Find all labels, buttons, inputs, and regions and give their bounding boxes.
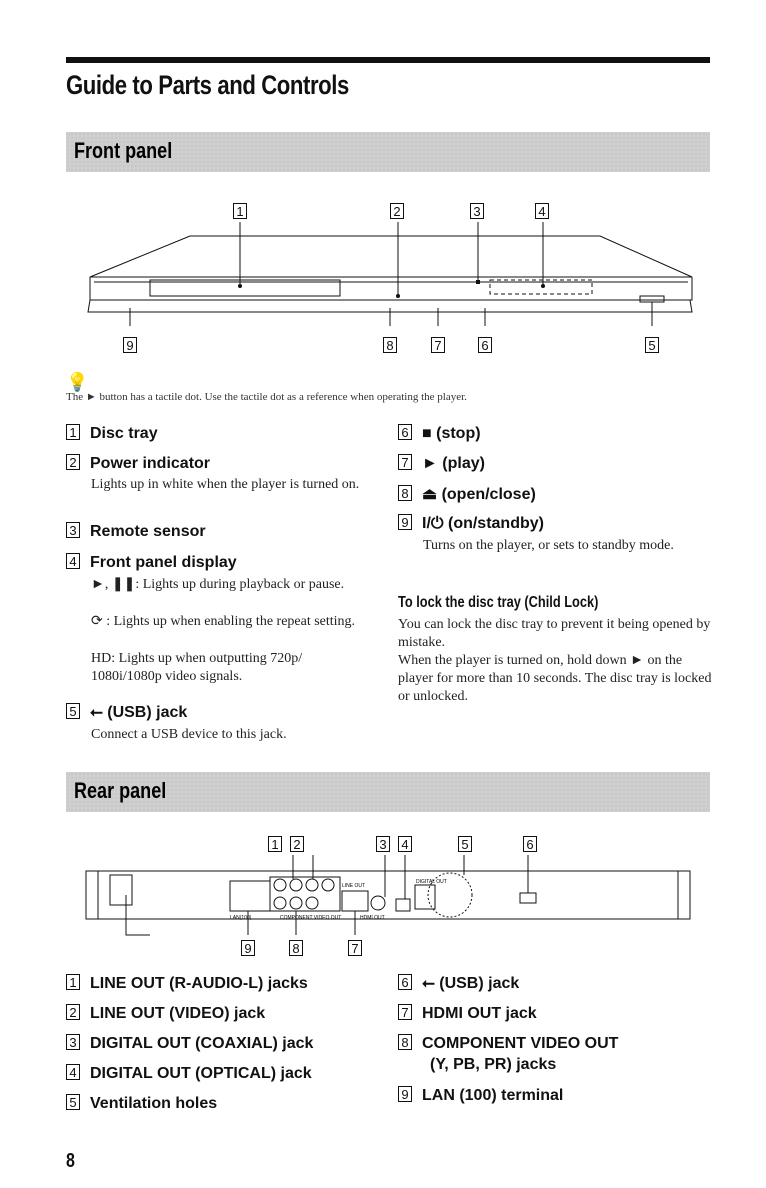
- front-callout-5: 5: [645, 337, 659, 355]
- page-title: Guide to Parts and Controls: [66, 70, 349, 100]
- front-item-5: 5 ⭠ (USB) jack: [66, 703, 187, 722]
- rear-panel-drawing: [80, 855, 700, 945]
- front-panel-heading: Front panel: [74, 138, 173, 163]
- front-callout-9: 9: [123, 337, 137, 355]
- rear-item-3: 3 DIGITAL OUT (COAXIAL) jack: [66, 1034, 313, 1053]
- front-item-5-desc: Connect a USB device to this jack.: [91, 727, 287, 742]
- rear-callout-5: 5: [458, 836, 472, 854]
- rear-item-6: 6 ⭠ (USB) jack: [398, 974, 519, 993]
- rear-callout-7: 7: [348, 940, 362, 958]
- rear-callout-1: 1: [268, 836, 282, 854]
- rear-callout-3: 3: [376, 836, 390, 854]
- front-item-4-desc-2: ⟳ : Lights up when enabling the repeat setting.: [91, 614, 356, 629]
- rear-item-7: 7 HDMI OUT jack: [398, 1004, 537, 1023]
- front-item-4: 4 Front panel display: [66, 553, 237, 572]
- line-out-label: LINE OUT: [342, 883, 366, 889]
- front-item-3: 3 Remote sensor: [66, 522, 206, 541]
- front-callout-4: 4: [535, 203, 549, 221]
- front-item-1: 1 Disc tray: [66, 424, 158, 443]
- front-callout-8: 8: [383, 337, 397, 355]
- front-item-9: 9 I/⏻ (on/standby): [398, 514, 544, 533]
- front-panel-band: [66, 132, 710, 172]
- front-item-4-desc-1: ►, ❚❚: Lights up during playback or pause.: [91, 577, 345, 592]
- front-callout-3: 3: [470, 203, 484, 221]
- rear-item-9: 9 LAN (100) terminal: [398, 1086, 563, 1105]
- rear-item-8-line2: (Y, PB, PR) jacks: [430, 1056, 557, 1073]
- child-lock-text: You can lock the disc tray to prevent it being opened by mistake.: [398, 617, 711, 650]
- component-label: COMPONENT VIDEO OUT: [280, 915, 342, 921]
- front-callout-7: 7: [431, 337, 445, 355]
- front-item-9-desc: Turns on the player, or sets to standby mode.: [423, 538, 674, 553]
- digital-out-label: DIGITAL OUT: [416, 879, 447, 885]
- lightbulb-icon: 💡: [66, 372, 89, 392]
- rear-item-1: 1 LINE OUT (R-AUDIO-L) jacks: [66, 974, 308, 993]
- rear-item-5: 5 Ventilation holes: [66, 1094, 217, 1113]
- tip-text: The ► button has a tactile dot. Use the tactile dot as a reference when operating the player.: [66, 391, 467, 403]
- rear-callout-6: 6: [523, 836, 537, 854]
- rear-panel-heading: Rear panel: [74, 778, 167, 803]
- rear-callout-9: 9: [241, 940, 255, 958]
- page-number: 8: [66, 1150, 75, 1172]
- front-item-2-desc: Lights up in white when the player is turned on.: [91, 477, 360, 492]
- rear-panel-band: [66, 772, 710, 812]
- rear-callout-4: 4: [398, 836, 412, 854]
- front-callout-2: 2: [390, 203, 404, 221]
- front-item-7: 7 ► (play): [398, 454, 485, 473]
- child-lock-text-2: When the player is turned on, hold down ► on the player for more than 10 seconds. The disc tray is locked or unlocked.: [398, 653, 712, 704]
- rear-callout-8: 8: [289, 940, 303, 958]
- rear-item-8: 8 COMPONENT VIDEO OUT: [398, 1034, 618, 1053]
- front-item-4-desc-3: HD: Lights up when outputting 720p/ 1080i/1080p video signals.: [91, 651, 303, 684]
- rear-callout-2: 2: [290, 836, 304, 854]
- hdmi-label: HDMI OUT: [360, 915, 385, 921]
- front-item-8: 8 ⏏ (open/close): [398, 484, 536, 504]
- front-item-6: 6 ■ (stop): [398, 424, 481, 443]
- rear-item-2: 2 LINE OUT (VIDEO) jack: [66, 1004, 265, 1023]
- lan-label: LAN(100): [230, 915, 252, 921]
- front-panel-drawing: [80, 222, 700, 337]
- front-callout-6: 6: [478, 337, 492, 355]
- front-item-2: 2 Power indicator: [66, 454, 210, 473]
- top-rule: [66, 57, 710, 63]
- child-lock-heading: To lock the disc tray (Child Lock): [398, 594, 599, 611]
- rear-item-4: 4 DIGITAL OUT (OPTICAL) jack: [66, 1064, 312, 1083]
- front-callout-1: 1: [233, 203, 247, 221]
